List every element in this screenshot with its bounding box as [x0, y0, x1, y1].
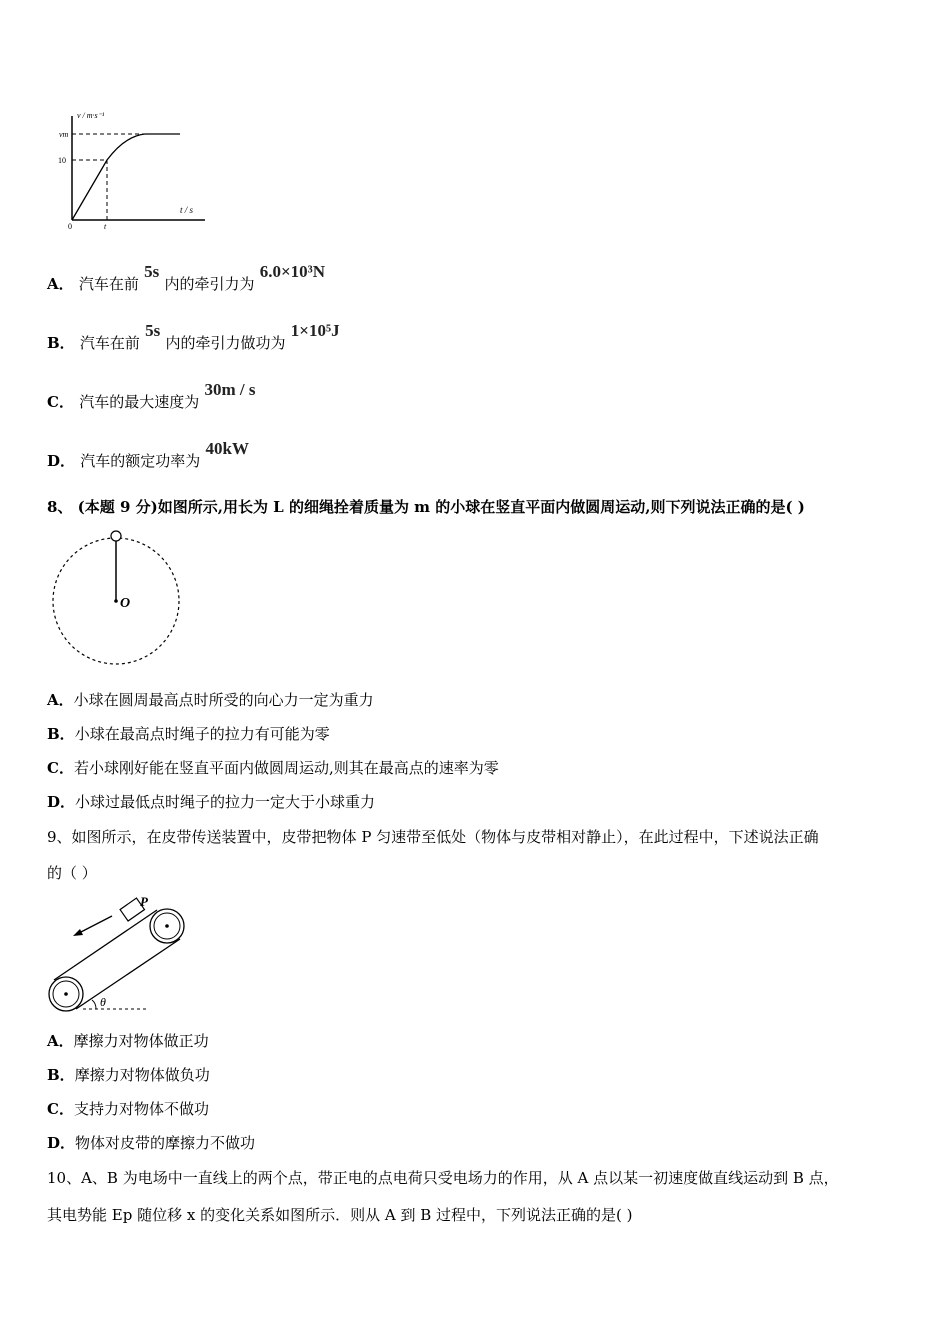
q8-option-a: A．小球在圆周最高点时所受的向心力一定为重力 [47, 691, 374, 709]
p-label: P [140, 894, 148, 909]
motion-arrow [79, 916, 112, 933]
q9-option-b: B．摩擦力对物体做负功 [47, 1066, 210, 1084]
center-label: O [120, 596, 131, 611]
q10-stem-line2: 其电势能 Ep 随位移 x 的变化关系如图所示．则从 A 到 B 过程中，下列说法正确的是( ) [47, 1206, 633, 1224]
q7-option-a: A． 汽车在前 5s 内的牵引力为 6.0×10³N [47, 262, 326, 293]
vm-label: vm [59, 130, 69, 139]
circle-motion-figure [48, 528, 188, 668]
bottom-pulley-axle [64, 992, 68, 996]
belt-top [54, 910, 157, 980]
q10-stem-line1: 10、A、B 为电场中一直线上的两个点，带正电的点电荷只受电场力的作用，从 A 点以某一初速度做直线运动到 B 点， [47, 1169, 839, 1187]
q7-option-b: B． 汽车在前 5s 内的牵引力做功为 1×10⁵J [47, 321, 340, 352]
angle-arc [92, 1000, 96, 1009]
q8-stem: 8、 (本题 9 分)如图所示,用长为 L 的细绳拴着质量为 m 的小球在竖直平面内做圆周运动,则下列说法正确的是( ) [47, 498, 805, 516]
q9-option-c: C．支持力对物体不做功 [47, 1100, 209, 1118]
velocity-curve [72, 134, 180, 220]
q7-option-c: C． 汽车的最大速度为 30m / s [47, 380, 256, 411]
belt-bottom [76, 939, 180, 1009]
top-pulley-axle [165, 924, 169, 928]
x-tick-label: t [104, 222, 107, 231]
q9-option-a: A．摩擦力对物体做正功 [47, 1032, 209, 1050]
q8-option-b: B．小球在最高点时绳子的拉力有可能为零 [47, 725, 330, 743]
y-tick-label: 10 [58, 156, 66, 165]
y-axis-label: v / m·s⁻¹ [77, 111, 105, 120]
velocity-time-graph [55, 108, 215, 233]
origin-label: 0 [68, 222, 72, 231]
q9-stem-line1: 9、如图所示，在皮带传送装置中，皮带把物体 P 匀速带至低处（物体与皮带相对静止），在此过程中，下述说法正确 [47, 828, 819, 846]
q9-option-d: D．物体对皮带的摩擦力不做功 [47, 1134, 256, 1152]
arrowhead [73, 929, 83, 936]
conveyor-belt-figure [44, 892, 204, 1018]
center-point [114, 599, 118, 603]
ball [111, 531, 121, 541]
theta-label: θ [100, 995, 106, 1009]
x-axis-label: t / s [180, 205, 194, 215]
q8-option-c: C．若小球刚好能在竖直平面内做圆周运动,则其在最高点的速率为零 [47, 759, 499, 777]
q7-option-d: D． 汽车的额定功率为 40kW [47, 439, 249, 470]
q9-stem-line2: 的（ ） [47, 864, 97, 882]
q8-option-d: D．小球过最低点时绳子的拉力一定大于小球重力 [47, 793, 376, 811]
